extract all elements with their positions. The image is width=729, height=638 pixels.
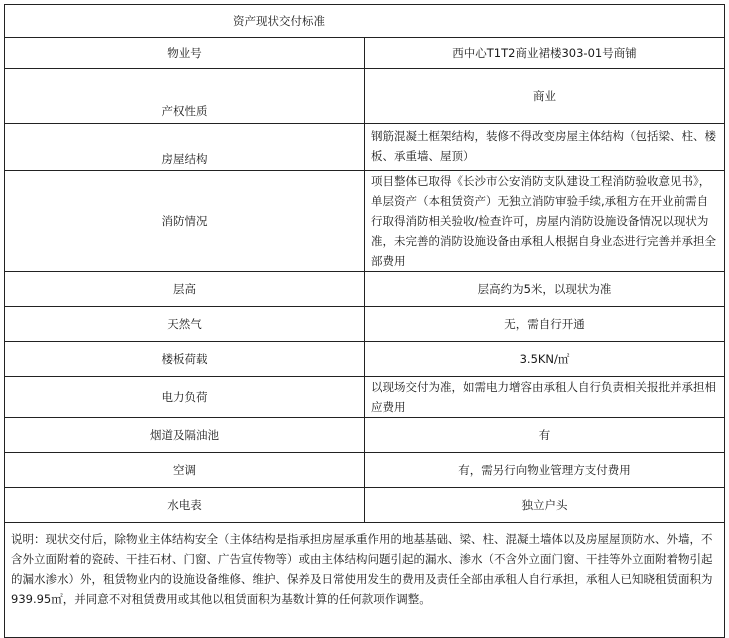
floor-height-label: 层高: [5, 272, 365, 307]
table-row: [5, 453, 725, 488]
note-text: 说明：现状交付后，除物业主体结构安全（主体结构是指承担房屋承重作用的地基基础、梁、柱、混凝土墙体以及房屋屋顶防水、外墙，不含外立面附着的瓷砖、干挂石材、门窗、广告宣传物等）或由主体结构问题引起的漏水、渗水（不含外立面门窗、干挂等外立面附着物引起的漏水渗水）外，租赁物业内的设施设备维修、维护、保养及日常使用发生的费用及责任全部由承租人自行承担，承租人已知晓租赁面积为939.95㎡，并同意不对租赁费用或其他以租赁面积为基数计算的任何款项作调整。: [5, 523, 725, 638]
table-title: 资产现状交付标准: [5, 5, 725, 38]
floor-load-label: 楼板荷载: [5, 342, 365, 377]
gas-value: 无，需自行开通: [365, 307, 725, 342]
structure-label: 房屋结构: [5, 124, 365, 171]
table-row: [5, 124, 725, 171]
structure-value: 钢筋混凝土框架结构，装修不得改变房屋主体结构（包括梁、柱、楼板、承重墙、屋顶）: [365, 124, 725, 171]
flue-value: 有: [365, 418, 725, 453]
table-row: [5, 377, 725, 418]
table-row: [5, 69, 725, 124]
property-no-label: 物业号: [5, 38, 365, 69]
fire-label: 消防情况: [5, 171, 365, 272]
power-load-label: 电力负荷: [5, 377, 365, 418]
power-load-value: 以现场交付为准，如需电力增容由承租人自行负责相关报批并承担相应费用: [365, 377, 725, 418]
ac-value: 有，需另行向物业管理方支付费用: [365, 453, 725, 488]
ac-label: 空调: [5, 453, 365, 488]
table-row: [5, 307, 725, 342]
meter-value: 独立户头: [365, 488, 725, 523]
table-row: [5, 523, 725, 638]
fire-value: 项目整体已取得《长沙市公安消防支队建设工程消防验收意见书》，单层资产（本租赁资产）无独立消防审验手续,承租方在开业前需自行取得消防相关验收/检查许可，房屋内消防设施设备情况以现状为准，未完善的消防设施设备由承租人根据自身业态进行完善并承担全部费用: [365, 171, 725, 272]
asset-delivery-table: [4, 4, 725, 638]
table-row: [5, 418, 725, 453]
meter-label: 水电表: [5, 488, 365, 523]
nature-value: 商业: [365, 69, 725, 124]
property-no-value: 西中心T1T2商业裙楼303-01号商铺: [365, 38, 725, 69]
table-row: [5, 38, 725, 69]
flue-label: 烟道及隔油池: [5, 418, 365, 453]
nature-label: 产权性质: [5, 69, 365, 124]
table-row: [5, 171, 725, 272]
table-row: [5, 342, 725, 377]
floor-load-value: 3.5KN/㎡: [365, 342, 725, 377]
floor-height-value: 层高约为5米，以现状为准: [365, 272, 725, 307]
table-row: [5, 488, 725, 523]
gas-label: 天然气: [5, 307, 365, 342]
table-row: [5, 272, 725, 307]
